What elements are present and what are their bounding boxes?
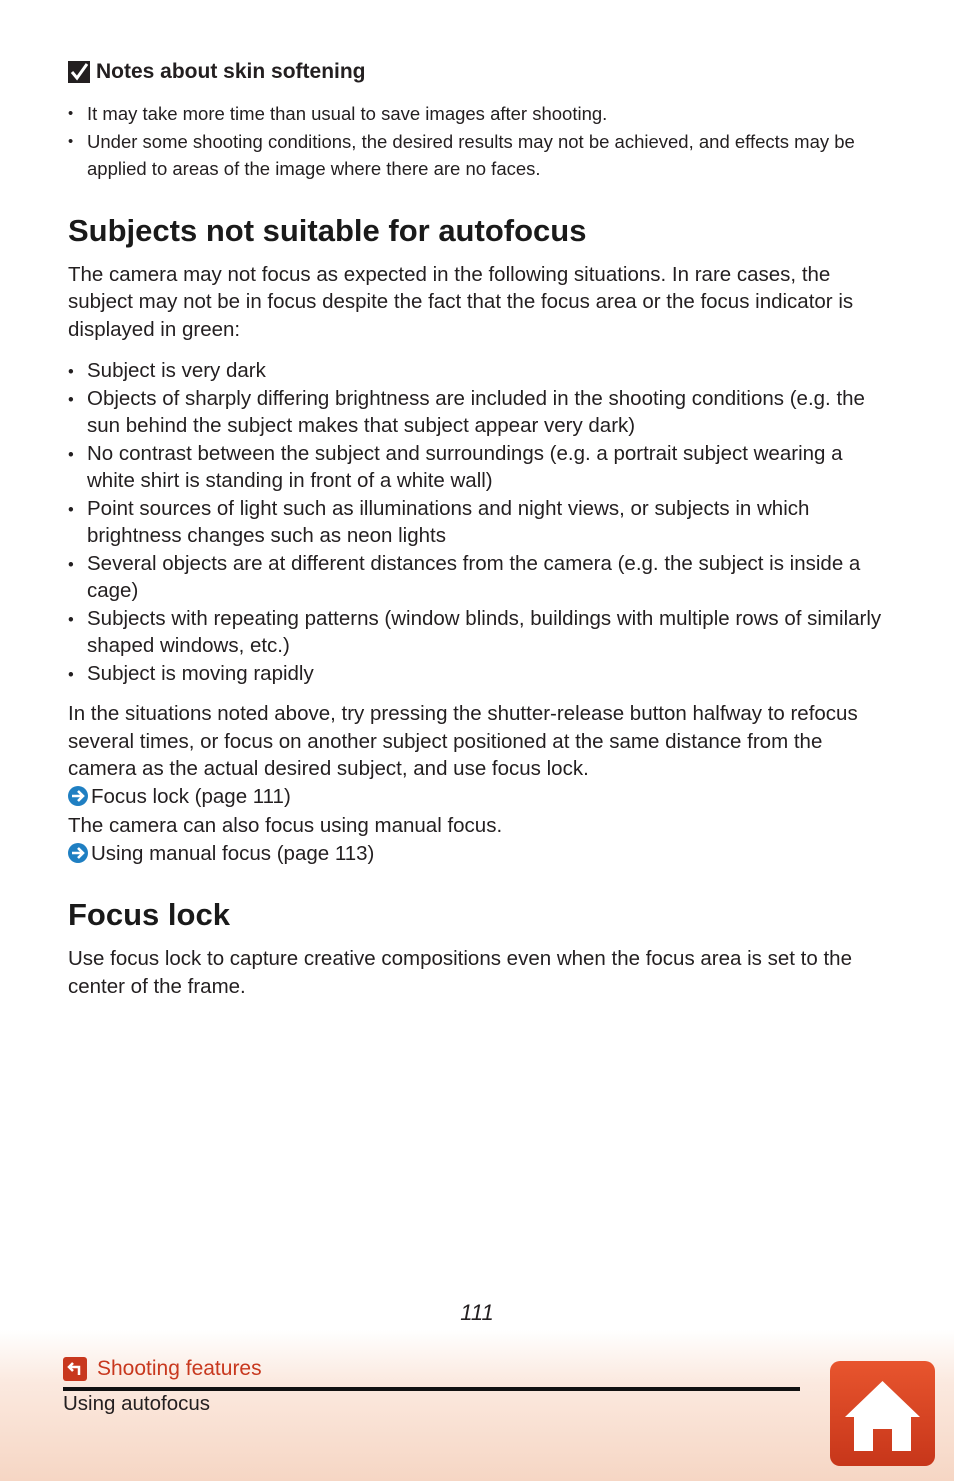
note-list bbox=[68, 100, 888, 183]
focus-lock-link[interactable] bbox=[68, 783, 888, 811]
manual-focus-text: The camera can also focus using manual focus. bbox=[68, 814, 503, 837]
footer-section-label[interactable]: Shooting features bbox=[97, 1357, 262, 1380]
note-heading bbox=[68, 58, 888, 86]
arrow-right-icon bbox=[68, 843, 88, 863]
list-item: • Objects of sharply differing brightness are included in the shooting conditions (e.g. the sun behind the subject makes that subject appear very dark) bbox=[68, 385, 888, 440]
list-item: • Subject is very dark bbox=[68, 357, 888, 385]
footer-subsection-label: Using autofocus bbox=[63, 1392, 211, 1415]
arrow-right-icon bbox=[68, 786, 88, 806]
section-heading-autofocus: Subjects not suitable for autofocus bbox=[68, 212, 587, 248]
manual-focus-link-text[interactable]: Using manual focus (page 113) bbox=[91, 841, 375, 865]
footer bbox=[0, 1330, 954, 1481]
list-item: • Subject is moving rapidly bbox=[68, 660, 888, 688]
section-heading-focus-lock: Focus lock bbox=[68, 897, 230, 932]
unsuitable-subjects-list bbox=[68, 357, 888, 687]
focus-lock-paragraph: Use focus lock to capture creative compositions even when the focus area is set to the center of the frame. bbox=[68, 947, 852, 998]
list-item: • No contrast between the subject and surroundings (e.g. a portrait subject wearing a white shirt is standing in front of a white wall) bbox=[68, 440, 888, 495]
back-icon[interactable] bbox=[63, 1357, 87, 1381]
note-item: • It may take more time than usual to save images after shooting. bbox=[68, 100, 888, 128]
list-item: • Point sources of light such as illuminations and night views, or subjects in which brightness changes such as neon lights bbox=[68, 495, 888, 550]
page-number: 111 bbox=[460, 1300, 494, 1325]
footer-divider bbox=[63, 1387, 800, 1391]
manual-focus-link[interactable] bbox=[68, 840, 888, 868]
note-item: • Under some shooting conditions, the desired results may not be achieved, and effects may be applied to areas of the image where there are no faces. bbox=[68, 128, 888, 183]
footer-section-link[interactable] bbox=[63, 1357, 262, 1381]
page-content bbox=[68, 58, 888, 1000]
list-item: • Subjects with repeating patterns (window blinds, buildings with multiple rows of similarly shaped windows, etc.) bbox=[68, 605, 888, 660]
home-icon[interactable] bbox=[830, 1361, 935, 1466]
check-note-icon bbox=[68, 61, 90, 83]
intro-paragraph: The camera may not focus as expected in the following situations. In rare cases, the subject may not be in focus despite the fact that the focus area or the focus indicator is displayed in green: bbox=[68, 262, 854, 341]
advice-paragraph: In the situations noted above, try pressing the shutter-release button halfway to refocus several times, or focus on another subject positioned at the same distance from the camera as the actual desired subject, and use focus lock. bbox=[68, 702, 858, 780]
list-item: • Several objects are at different distances from the camera (e.g. the subject is inside a cage) bbox=[68, 550, 888, 605]
note-title: Notes about skin softening bbox=[96, 60, 366, 83]
focus-lock-link-text[interactable]: Focus lock (page 111) bbox=[91, 784, 291, 808]
